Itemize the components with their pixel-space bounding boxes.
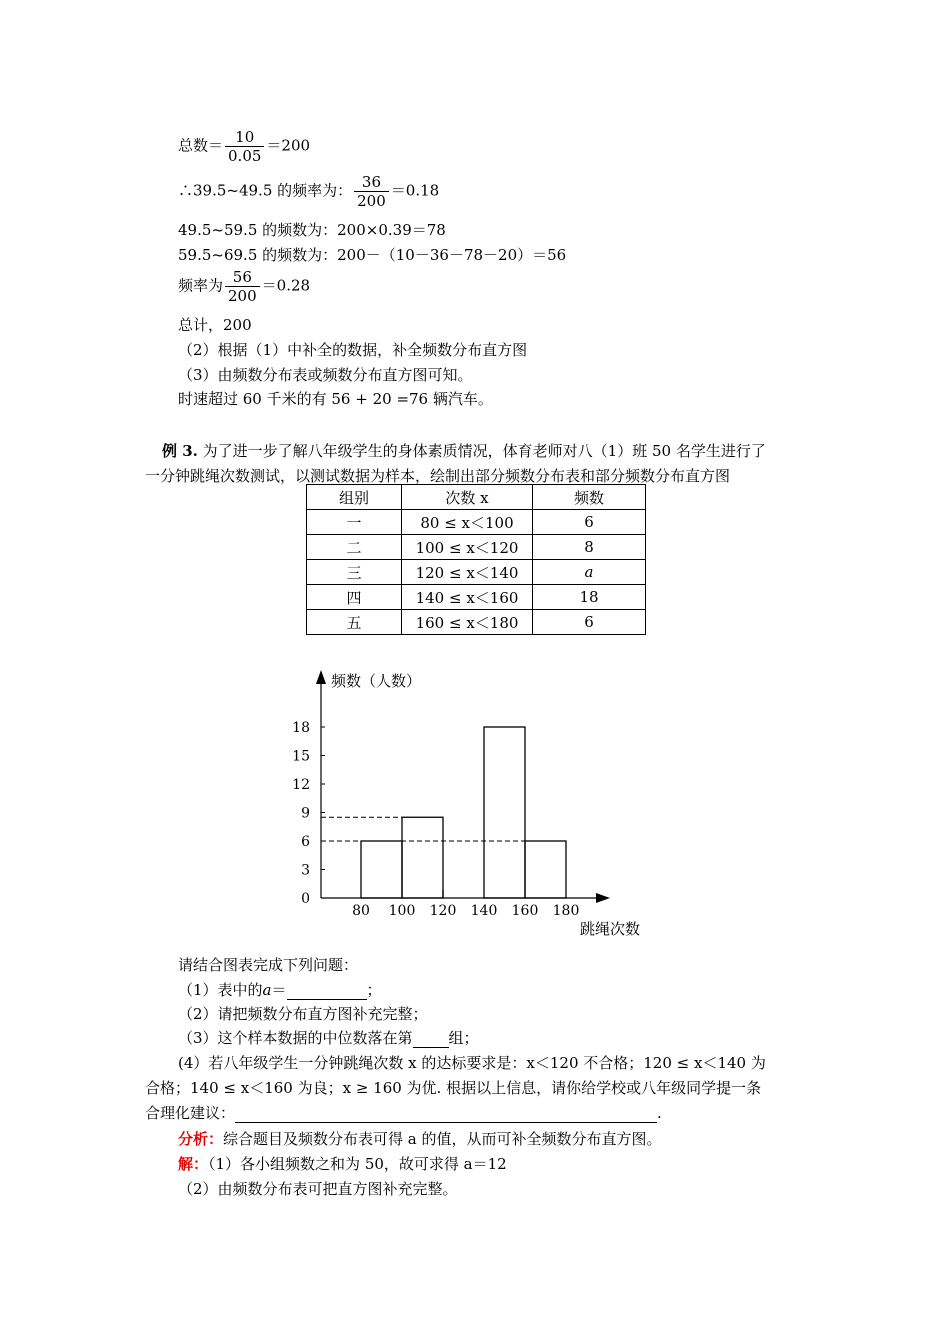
analysis-label: 分析： (178, 1130, 224, 1148)
conclusion-line: 时速超过 60 千米的有 56 + 20 =76 辆汽车。 (178, 390, 493, 408)
q4-suffix: . (657, 1104, 662, 1122)
example3-text1: 为了进一步了解八年级学生的身体素质情况，体育老师对八（1）班 50 名学生进行了 (202, 442, 766, 460)
rate1-result: ＝0.18 (390, 181, 440, 200)
x-tick-label: 80 (352, 903, 370, 919)
rate3-label: 频率为 (178, 276, 224, 295)
x-tick-label: 120 (429, 903, 457, 919)
questions-intro: 请结合图表完成下列问题： (178, 956, 359, 974)
question-4-line3 (145, 1103, 662, 1123)
y-axis-label: 频数（人数） (331, 672, 422, 690)
table-row (307, 585, 646, 610)
x-tick-label: 140 (470, 903, 498, 919)
cell-range: 100 ≤ x＜120 (402, 535, 533, 560)
cell-frequency: 8 (533, 535, 646, 560)
solution-line2: （2）由频数分布表可把直方图补充完整。 (178, 1180, 458, 1198)
q1-prefix: （1）表中的 (178, 981, 263, 999)
y-tick-label: 0 (301, 891, 310, 907)
solution-label: 解： (178, 1155, 209, 1173)
cell-range: 80 ≤ x＜100 (402, 510, 533, 535)
cell-group: 四 (307, 585, 402, 610)
question-4-line2: 合格；140 ≤ x＜160 为良；x ≥ 160 为优. 根据以上信息，请你给学校或八年级同学提一条 (145, 1079, 762, 1097)
frequency-table (306, 484, 646, 635)
question-3 (178, 1028, 479, 1048)
histogram-bar (525, 841, 566, 898)
example3-line1 (162, 441, 766, 461)
histogram-bar (361, 841, 402, 898)
rate3-line (178, 268, 310, 305)
q4-prefix: 合理化建议： (145, 1104, 236, 1122)
question-1 (178, 980, 382, 1000)
histogram-bar (402, 817, 443, 898)
y-tick-label: 12 (292, 777, 310, 793)
question-2: （2）请把频数分布直方图补充完整； (178, 1005, 428, 1023)
rate1-line (178, 173, 439, 210)
header-frequency: 频数 (533, 485, 646, 510)
total-sum-line: 总计，200 (178, 316, 252, 334)
y-tick-label: 3 (301, 862, 310, 879)
q3-answer-blank[interactable] (413, 1047, 449, 1048)
analysis-text: 综合题目及频数分布表可得 a 的值，从而可补全频数分布直方图。 (223, 1130, 662, 1148)
rate1-label: ∴39.5~49.5 的频率为： (178, 181, 353, 200)
table-row (307, 610, 646, 635)
y-tick-label: 15 (292, 748, 310, 765)
total-label: 总数＝ (178, 136, 224, 155)
x-axis-label: 跳绳次数 (580, 920, 641, 938)
rate3-fraction (225, 268, 260, 305)
step3-line: （3）由频数分布表或频数分布直方图可知。 (178, 366, 473, 384)
cell-group: 五 (307, 610, 402, 635)
q4-answer-blank[interactable] (235, 1122, 657, 1123)
x-tick-label: 100 (388, 903, 416, 919)
count3-line: 59.5~69.5 的频数为：200－（10－36－78－20）＝56 (178, 246, 567, 264)
rate3-result: ＝0.28 (261, 276, 311, 295)
cell-range: 120 ≤ x＜140 (402, 560, 533, 585)
q1-answer-blank[interactable] (287, 999, 367, 1000)
q1-var: a (262, 981, 272, 999)
analysis-line (178, 1129, 662, 1149)
solution-text1: （1）各小组频数之和为 50，故可求得 a＝12 (208, 1155, 507, 1173)
y-tick-label: 6 (301, 834, 310, 850)
cell-group: 一 (307, 510, 402, 535)
x-axis-arrow-icon (596, 893, 610, 903)
fraction-numerator: 10 (225, 128, 264, 147)
table-row (307, 560, 646, 585)
example3-line2: 一分钟跳绳次数测试，以测试数据为样本，绘制出部分频数分布表和部分频数分布直方图 (145, 467, 731, 485)
rate1-fraction (354, 173, 389, 210)
table-row (307, 510, 646, 535)
example3-label: 例 3. (162, 442, 198, 460)
q1-suffix: ； (366, 981, 382, 999)
cell-range: 160 ≤ x＜180 (402, 610, 533, 635)
total-line (178, 128, 310, 165)
y-tick-label: 18 (292, 720, 310, 736)
table-header-row (307, 485, 646, 510)
x-tick-label: 160 (511, 903, 539, 919)
header-group: 组别 (307, 485, 402, 510)
x-tick-label: 180 (552, 903, 580, 919)
header-count: 次数 x (402, 485, 533, 510)
question-4-line1: (4）若八年级学生一分钟跳绳次数 x 的达标要求是：x＜120 不合格；120 ≤ x＜140 为 (178, 1054, 766, 1072)
fraction-numerator: 36 (354, 173, 389, 192)
cell-frequency: 6 (533, 510, 646, 535)
q1-eq: ＝ (271, 981, 287, 999)
cell-range: 140 ≤ x＜160 (402, 585, 533, 610)
cell-frequency: a (533, 560, 646, 585)
cell-group: 二 (307, 535, 402, 560)
fraction-denominator: 0.05 (228, 147, 262, 165)
count2-line: 49.5~59.5 的频数为：200×0.39＝78 (178, 221, 446, 239)
cell-group: 三 (307, 560, 402, 585)
q3-prefix: （3）这个样本数据的中位数落在第 (178, 1029, 413, 1047)
total-result: ＝200 (266, 136, 311, 155)
cell-frequency: 18 (533, 585, 646, 610)
fraction-denominator: 200 (228, 287, 257, 305)
y-axis-arrow-icon (316, 670, 326, 684)
total-fraction (225, 128, 264, 165)
fraction-numerator: 56 (225, 268, 260, 287)
step2-line: （2）根据（1）中补全的数据，补全频数分布直方图 (178, 341, 528, 359)
histogram-bar (484, 727, 525, 898)
q3-suffix: 组； (448, 1029, 479, 1047)
fraction-denominator: 200 (357, 192, 386, 210)
table-row (307, 535, 646, 560)
frequency-histogram (280, 660, 680, 945)
solution-line1 (178, 1154, 507, 1174)
y-tick-label: 9 (301, 805, 310, 822)
cell-frequency: 6 (533, 610, 646, 635)
